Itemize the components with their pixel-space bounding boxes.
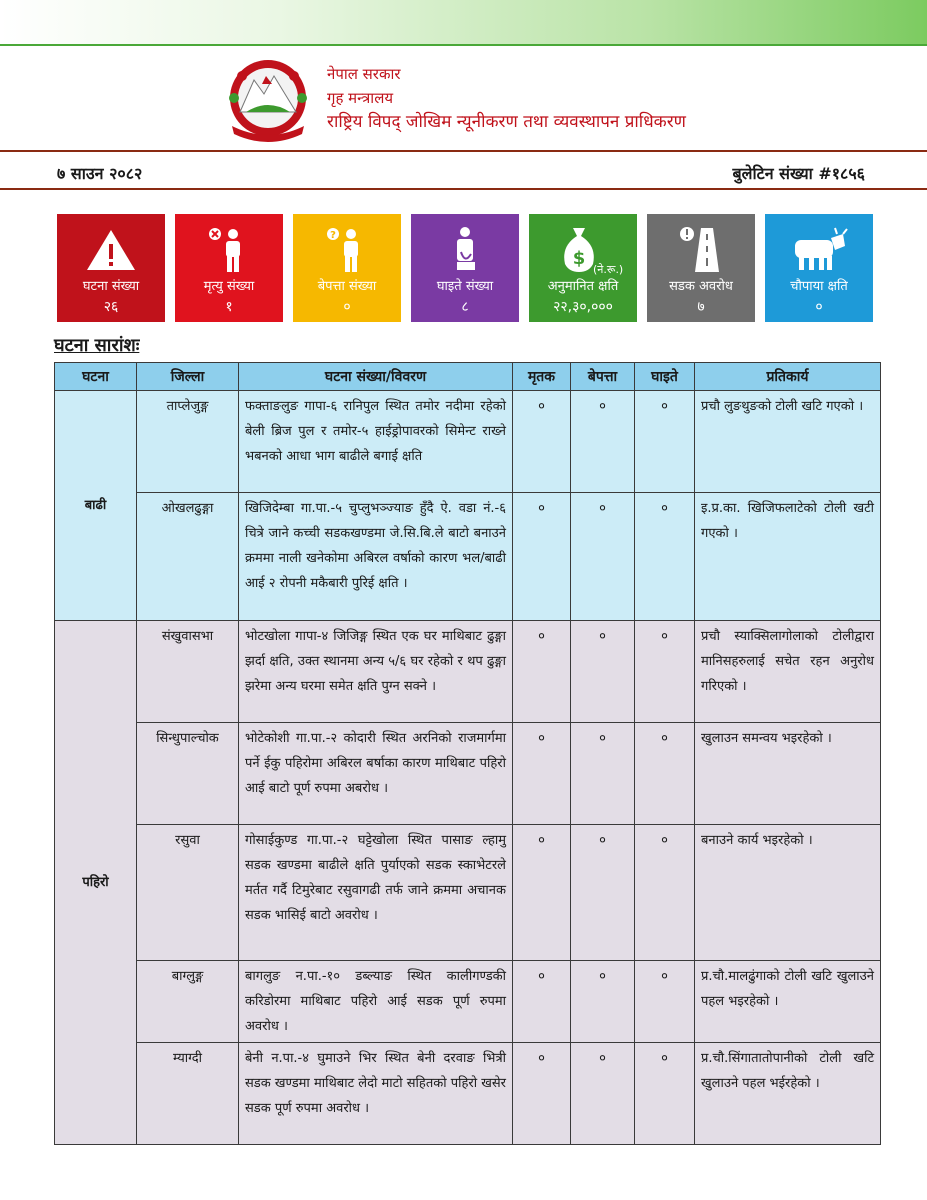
- district-cell: ओखलढुङ्गा: [137, 493, 239, 621]
- description-cell: भोटेकोशी गा.पा.-२ कोदारी स्थित अरनिको राजमार्गमा पर्ने ईकु पहिरोमा अबिरल बर्षाका कारण माथिबाट पहिरो आई बाटो पूर्ण रुपमा अबरोध ।: [239, 723, 513, 825]
- col-header-missing: बेपत्ता: [571, 363, 635, 391]
- tile-estimated-loss: [529, 214, 637, 322]
- tile-value: १: [225, 299, 233, 315]
- response-cell: इ.प्र.का. खिजिफलाटेको टोली खटी गएको ।: [695, 493, 881, 621]
- org-header: [327, 62, 686, 134]
- tile-unit: (ने.रू.): [593, 263, 624, 276]
- table-row: [55, 391, 881, 493]
- response-cell: खुलाउन समन्वय भइरहेको ।: [695, 723, 881, 825]
- tile-value: ०: [343, 299, 351, 315]
- col-header-dead: मृतक: [513, 363, 571, 391]
- response-cell: प्र.चौ.सिंगातातोपानीको टोली खटि खुलाउने पहल भईरहेको ।: [695, 1043, 881, 1145]
- description-cell: गोसाईकुण्ड गा.पा.-२ घट्टेखोला स्थित पासाङ ल्हामु सडक खण्डमा बाढीले क्षति पुर्याएको सडक स्काभेटरले मर्तत गर्दै टिमुरेबाट रसुवागढी तर्फ जाने क्रममा अचानक सडक भासिई बाटो अवरोध ।: [239, 825, 513, 961]
- event-type-flood: बाढी: [55, 391, 137, 621]
- svg-text:$: $: [572, 248, 586, 269]
- tile-road-block: [647, 214, 755, 322]
- description-cell: खिजिदेम्बा गा.पा.-५ चुप्लुभञ्ज्याङ हुँदै ऐ. वडा नं.-६ चित्रे जाने कच्ची सडकखण्डमा जे.सि.बि.ले बाटो बनाउने क्रममा नाली खनेकोमा अबिरल वर्षाको कारण भल/बाढी आई २ रोपनी मकैबारी पुरिई क्षति ।: [239, 493, 513, 621]
- top-banner: [0, 0, 927, 46]
- tile-label: सडक अवरोध: [669, 279, 733, 294]
- table-header-row: [55, 363, 881, 391]
- description-cell: फक्ताङलुङ गापा-६ रानिपुल स्थित तमोर नदीमा रहेको बेली ब्रिज पुल र तमोर-५ हाईड्रोपावरको सिमेन्ट राख्ने भबनको आधा भाग बाढीले बगाई क्षति: [239, 391, 513, 493]
- injured-cell: ०: [635, 621, 695, 723]
- district-cell: ताप्लेजुङ्ग: [137, 391, 239, 493]
- event-type-landslide: पहिरो: [55, 621, 137, 1145]
- dead-cell: ०: [513, 493, 571, 621]
- stats-tiles: [57, 214, 872, 322]
- missing-cell: ०: [571, 621, 635, 723]
- col-header-response: प्रतिकार्य: [695, 363, 881, 391]
- person-question-icon: [293, 224, 401, 276]
- authority-name: राष्ट्रिय विपद् जोखिम न्यूनीकरण तथा व्यवस्थापन प्राधिकरण: [327, 112, 686, 132]
- district-cell: रसुवा: [137, 825, 239, 961]
- injured-cell: ०: [635, 391, 695, 493]
- table-row: [55, 1043, 881, 1145]
- missing-cell: ०: [571, 1043, 635, 1145]
- district-cell: संखुवासभा: [137, 621, 239, 723]
- injured-cell: ०: [635, 961, 695, 1043]
- tile-incidents: [57, 214, 165, 322]
- svg-text:?: ?: [330, 230, 336, 241]
- tile-label: बेपत्ता संख्या: [317, 279, 377, 294]
- tile-injured: [411, 214, 519, 322]
- bulletin-date: ७ साउन २०८२: [57, 164, 143, 183]
- gov-name: नेपाल सरकार: [327, 65, 401, 83]
- events-table: [54, 362, 881, 1145]
- col-header-district: जिल्ला: [137, 363, 239, 391]
- injured-cell: ०: [635, 825, 695, 961]
- tile-label: चौपाया क्षति: [790, 279, 848, 294]
- response-cell: प्रचौ स्याक्सिलागोलाको टोलीद्वारा मानिसहरुलाई सचेत रहन अनुरोध गरिएको ।: [695, 621, 881, 723]
- table-row: [55, 825, 881, 961]
- dead-cell: ०: [513, 961, 571, 1043]
- tile-label: घटना संख्या: [82, 279, 140, 294]
- missing-cell: ०: [571, 391, 635, 493]
- tile-label: अनुमानित क्षति: [547, 279, 619, 294]
- bulletin-number: बुलेटिन संख्या #१८५६: [732, 164, 865, 183]
- ministry-name: गृह मन्त्रालय: [327, 89, 394, 107]
- nepal-emblem-icon: [222, 54, 314, 142]
- col-header-injured: घाइते: [635, 363, 695, 391]
- cattle-icon: [765, 224, 873, 276]
- injured-cell: ०: [635, 1043, 695, 1145]
- tile-missing: [293, 214, 401, 322]
- tile-value: ८: [461, 299, 469, 315]
- district-cell: म्याग्दी: [137, 1043, 239, 1145]
- table-row: [55, 723, 881, 825]
- tile-label: मृत्यु संख्या: [203, 279, 255, 294]
- warning-icon: [57, 224, 165, 276]
- description-cell: बागलुङ न.पा.-१० डब्ल्याङ स्थित कालीगण्डकी करिडोरमा माथिबाट पहिरो आई सडक पूर्ण रुपमा अवरोध ।: [239, 961, 513, 1043]
- person-cross-icon: [175, 224, 283, 276]
- tile-value: २६: [103, 299, 119, 315]
- divider-bottom: [0, 188, 927, 190]
- tile-value: २२,३०,०००: [553, 299, 613, 315]
- col-header-description: घटना संख्या/विवरण: [239, 363, 513, 391]
- table-row: [55, 961, 881, 1043]
- district-cell: बाग्लुङ्ग: [137, 961, 239, 1043]
- table-row: [55, 493, 881, 621]
- injured-person-icon: [411, 224, 519, 276]
- summary-title: घटना सारांशः: [54, 335, 140, 356]
- response-cell: प्रचौ लुङथुङको टोली खटि गएको ।: [695, 391, 881, 493]
- description-cell: बेनी न.पा.-४ घुमाउने भिर स्थित बेनी दरवाङ भित्री सडक खण्डमा माथिबाट लेदो माटो सहितको पहिरो खसेर सडक पूर्ण रुपमा अवरोध ।: [239, 1043, 513, 1145]
- tile-deaths: [175, 214, 283, 322]
- table-row: [55, 621, 881, 723]
- dead-cell: ०: [513, 1043, 571, 1145]
- dead-cell: ०: [513, 391, 571, 493]
- injured-cell: ०: [635, 723, 695, 825]
- tile-value: ७: [697, 299, 705, 315]
- dead-cell: ०: [513, 825, 571, 961]
- missing-cell: ०: [571, 825, 635, 961]
- dead-cell: ०: [513, 723, 571, 825]
- tile-label: घाइते संख्या: [436, 279, 494, 294]
- tile-value: ०: [815, 299, 823, 315]
- col-header-event: घटना: [55, 363, 137, 391]
- missing-cell: ०: [571, 723, 635, 825]
- missing-cell: ०: [571, 961, 635, 1043]
- description-cell: भोटखोला गापा-४ जिजिङ्ग स्थित एक घर माथिबाट ढुङ्गा झर्दा क्षति, उक्त स्थानमा अन्य ५/६ घर रहेको र थप ढुङ्गा झरेमा अन्य घरमा समेत क्षति पुग्न सक्ने ।: [239, 621, 513, 723]
- tile-livestock-loss: [765, 214, 873, 322]
- road-block-icon: [647, 224, 755, 276]
- divider-top: [0, 150, 927, 152]
- dead-cell: ०: [513, 621, 571, 723]
- response-cell: बनाउने कार्य भइरहेको ।: [695, 825, 881, 961]
- injured-cell: ०: [635, 493, 695, 621]
- response-cell: प्र.चौ.मालढुंगाको टोली खटि खुलाउने पहल भइरहेको ।: [695, 961, 881, 1043]
- district-cell: सिन्धुपाल्चोक: [137, 723, 239, 825]
- missing-cell: ०: [571, 493, 635, 621]
